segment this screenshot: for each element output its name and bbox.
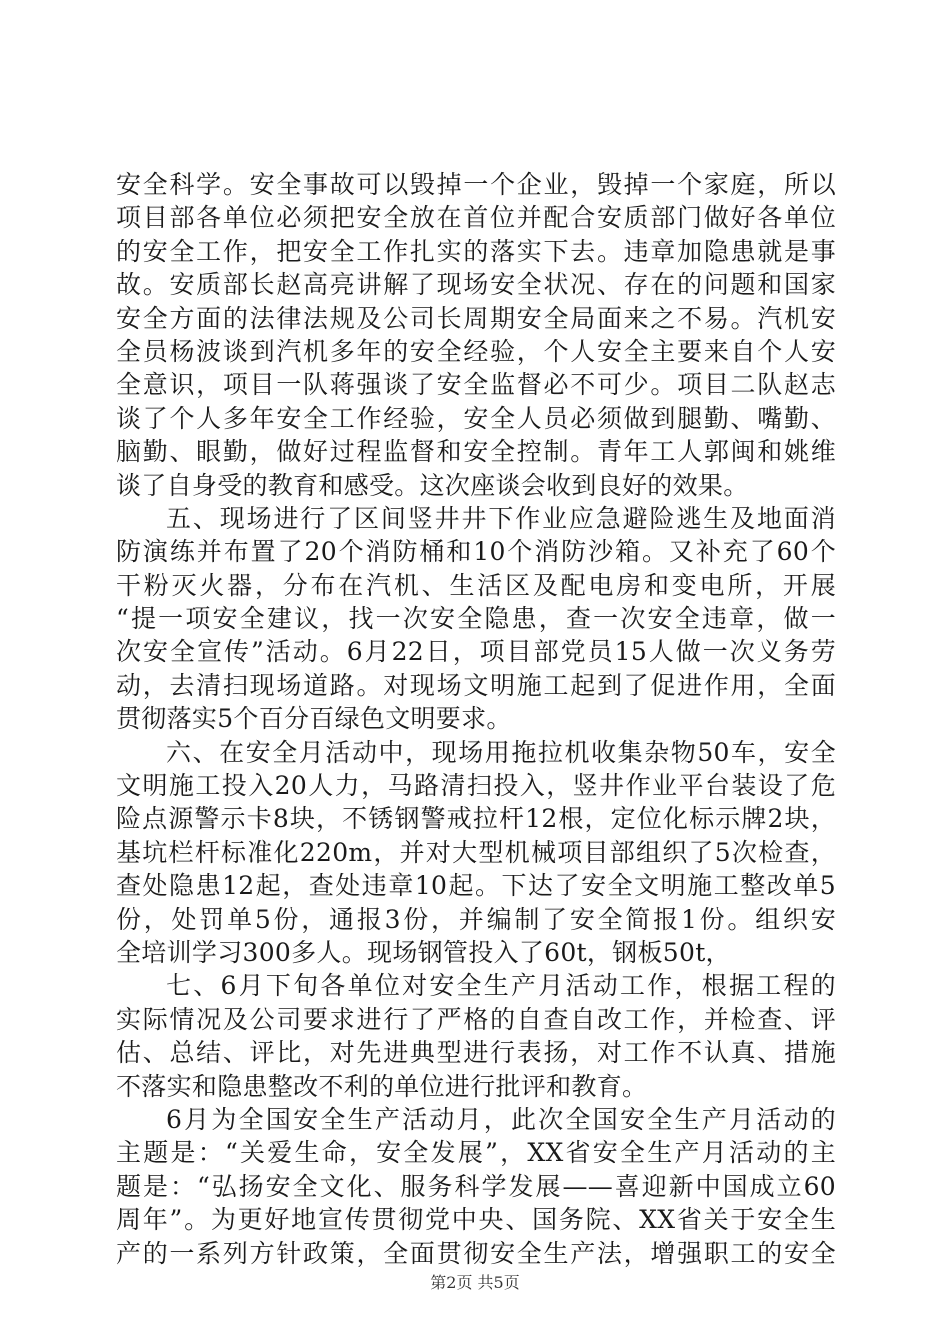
text-line: 干粉灭火器，分布在汽机、生活区及配电房和变电所，开展: [116, 570, 836, 600]
text-line: 故。安质部长赵高亮讲解了现场安全状况、存在的问题和国家: [116, 270, 836, 300]
text-line: 实际情况及公司要求进行了严格的自查自改工作，并检查、评: [116, 1004, 836, 1034]
text-line: 全意识，项目一队蒋强谈了安全监督必不可少。项目二队赵志: [116, 370, 836, 400]
text-line: “提一项安全建议，找一次安全隐患，查一次安全违章，做一: [116, 604, 836, 634]
page-footer: 第2页 共5页: [430, 1273, 520, 1292]
text-line: 全员杨波谈到汽机多年的安全经验，个人安全主要来自个人安: [116, 336, 836, 366]
text-line: 不落实和隐患整改不利的单位进行批评和教育。: [116, 1071, 648, 1101]
text-line: 贯彻落实5个百分百绿色文明要求。: [116, 704, 512, 734]
text-line: 全培训学习300多人。现场钢管投入了60t，钢板50t，: [116, 937, 731, 967]
text-line: 主题是：“关爱生命，安全发展”，XX省安全生产月活动的主: [116, 1138, 836, 1168]
text-line: 的安全工作，把安全工作扎实的落实下去。违章加隐患就是事: [116, 236, 836, 266]
text-line: 七、6月下旬各单位对安全生产月活动工作，根据工程的: [166, 971, 836, 1001]
text-line: 五、现场进行了区间竖井井下作业应急避险逃生及地面消: [166, 503, 836, 533]
text-line: 6月为全国安全生产活动月，此次全国安全生产月活动的: [166, 1104, 836, 1134]
text-line: 脑勤、眼勤，做好过程监督和安全控制。青年工人郭闽和姚维: [116, 437, 836, 467]
text-line: 题是：“弘扬安全文化、服务科学发展——喜迎新中国成立60: [116, 1171, 836, 1201]
text-line: 估、总结、评比，对先进典型进行表扬，对工作不认真、措施: [116, 1038, 836, 1068]
text-line: 周年”。为更好地宣传贯彻党中央、国务院、XX省关于安全生: [116, 1205, 836, 1235]
text-line: 次安全宣传”活动。6月22日，项目部党员15人做一次义务劳: [116, 637, 836, 667]
text-line: 查处隐患12起，查处违章10起。下达了安全文明施工整改单5: [116, 871, 836, 901]
text-line: 动，去清扫现场道路。对现场文明施工起到了促进作用，全面: [116, 670, 836, 700]
text-line: 防演练并布置了20个消防桶和10个消防沙箱。又补充了60个: [116, 537, 836, 567]
text-line: 份，处罚单5份，通报3份，并编制了安全简报1份。组织安: [116, 904, 836, 934]
text-line: 谈了自身受的教育和感受。这次座谈会收到良好的效果。: [116, 470, 749, 500]
text-line: 文明施工投入20人力，马路清扫投入，竖井作业平台装设了危: [116, 771, 836, 801]
text-line: 项目部各单位必须把安全放在首位并配合安质部门做好各单位: [116, 203, 836, 233]
text-line: 安全科学。安全事故可以毁掉一个企业，毁掉一个家庭，所以: [116, 170, 836, 199]
text-line: 六、在安全月活动中，现场用拖拉机收集杂物50车，安全: [166, 737, 836, 767]
text-line: 险点源警示卡8块，不锈钢警戒拉杆12根，定位化标示牌2块，: [116, 804, 836, 834]
text-line: 产的一系列方针政策，全面贯彻安全生产法，增强职工的安全: [116, 1238, 836, 1268]
document-body: [116, 168, 836, 1270]
text-line: 谈了个人多年安全工作经验，安全人员必须做到腿勤、嘴勤、: [116, 403, 836, 433]
text-line: 基坑栏杆标准化220m，并对大型机械项目部组织了5次检查，: [116, 837, 836, 867]
text-line: 安全方面的法律法规及公司长周期安全局面来之不易。汽机安: [116, 303, 836, 333]
